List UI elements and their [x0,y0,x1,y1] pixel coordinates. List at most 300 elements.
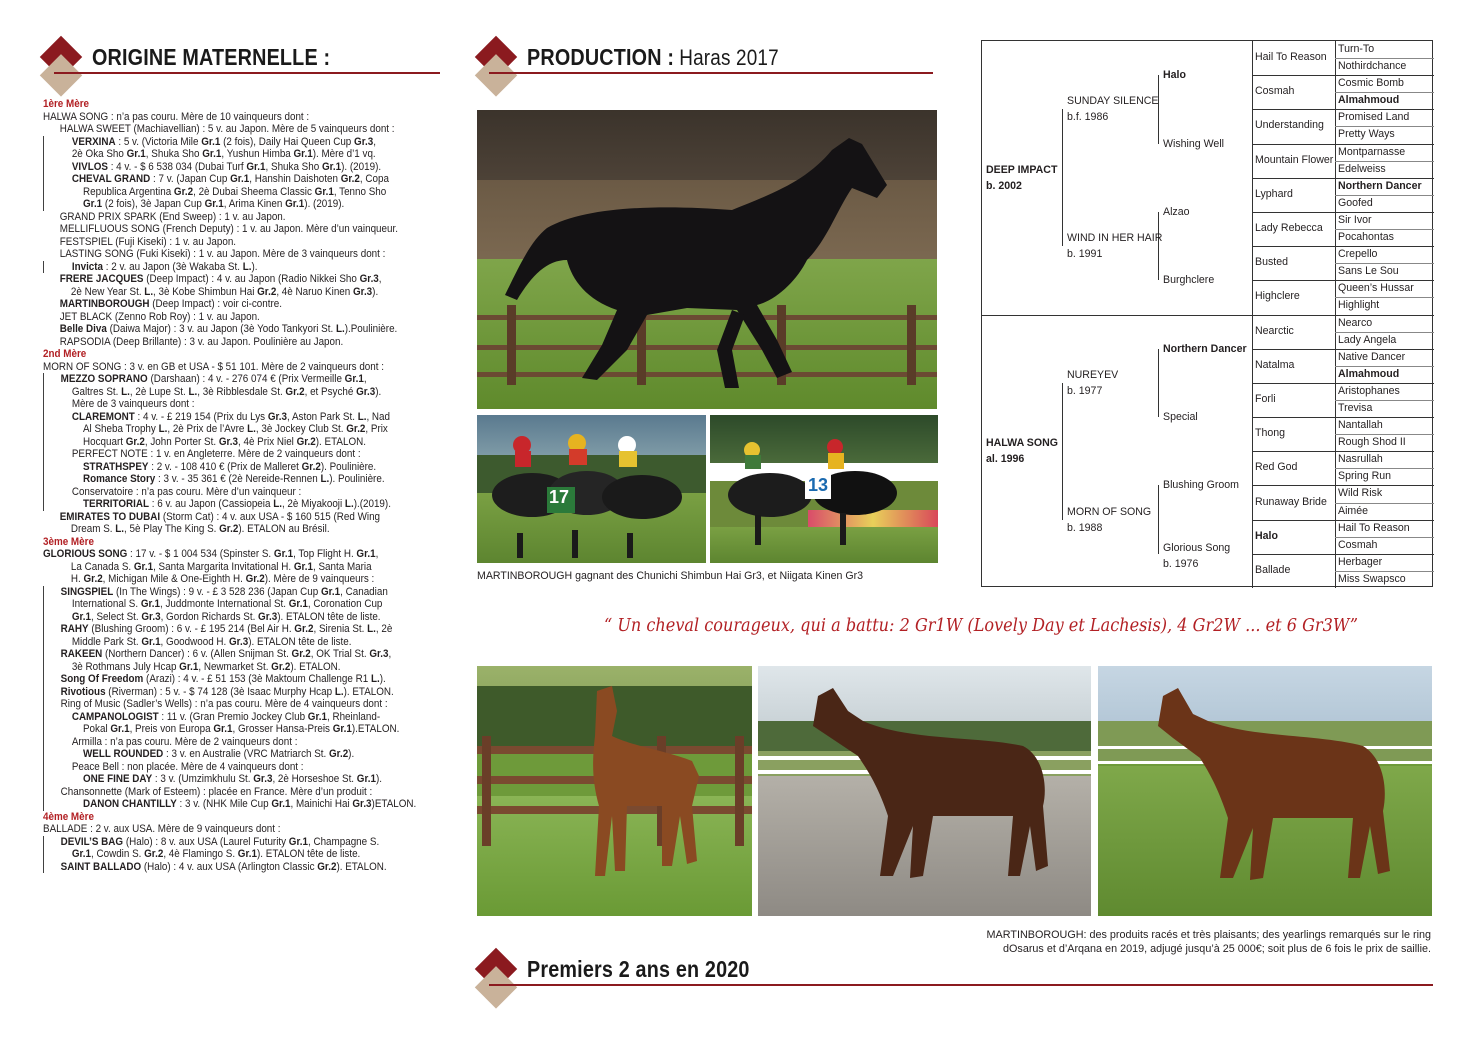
bold-text: RAKEEN [60,648,103,660]
text: Republica Argentina [82,185,174,198]
text: (2 fois), 3è Japan Cup [102,198,205,210]
pedigree-divider [1335,229,1434,230]
text: ).ETALON. [351,723,400,735]
bold-text: Belle Diva [59,323,107,335]
bold-text: Rivotious [60,685,106,698]
pedigree-ancestor: Miss Swapsco [1338,572,1406,585]
pedigree-line [43,173,415,186]
text: Hocquart [82,435,126,448]
bold-text: Gr.1 [230,173,250,185]
bold-text: VERXINA [71,135,116,148]
pedigree-line [43,648,415,661]
pedigree-ancestor: Promised Land [1338,111,1410,124]
pedigree-line [43,561,415,574]
pedigree-ancestor: Wild Risk [1338,487,1383,500]
text: , Prix [365,423,388,435]
pedigree-line [43,248,415,261]
text: : 6 v. au Japon (Cassiopeia [149,498,274,510]
text: Galtres St. [71,385,122,398]
pedigree-ancestor [1163,136,1224,152]
pedigree-line [43,123,415,136]
section-header-first-crop [475,950,1433,994]
pedigree-line [43,436,415,449]
text: ). ETALON tête de liste. [248,635,352,648]
text: : 4 v. - £ 219 154 (Prix du Lys [134,410,268,423]
pedigree-ancestor: Native Dancer [1338,350,1406,363]
pedigree-bracket [1158,349,1159,417]
text: , Cowdin S. [91,848,145,860]
text: Dream S. [70,523,116,535]
bold-text: TERRITORIAL [82,498,150,510]
bold-text: Gr.3 [253,773,273,785]
pedigree-ancestor [1163,477,1239,493]
pedigree-line [43,786,415,799]
pedigree-ancestor: Lady Rebecca [1255,222,1323,235]
pedigree-ancestor: Understanding [1255,119,1324,132]
text: , Juddmonte International St. [160,598,289,610]
text: LASTING SONG (Fuki Kiseki) : 1 v. au Japon. Mère de 3 vainqueurs dont : [59,248,386,260]
text: Middle Park St. [71,635,142,648]
pedigree-parent [986,162,1057,194]
pedigree-line [43,161,415,174]
pedigree-line [43,686,415,699]
pedigree-divider [1252,417,1434,418]
bold-text: Gr.3 [218,435,239,448]
pedigree-ancestor: Herbager [1338,555,1383,568]
pedigree-line [43,798,415,811]
race-number: 13 [808,475,829,495]
pedigree-line [43,511,415,524]
pedigree-line [43,611,415,624]
bold-text: Gr.1 [307,710,327,723]
pedigree-ancestor: Trevisa [1338,401,1373,414]
generation-heading [43,536,415,549]
pedigree-line [43,586,415,599]
text: ). ETALON tête de liste. [277,610,381,623]
bold-text: Gr.2 [340,173,360,185]
pedigree-divider [1335,58,1434,59]
bold-text: Gr.1 [213,723,233,735]
photo-race-right [710,415,938,563]
bold-text: L. [188,385,198,398]
pedigree-ancestor: Natalma [1255,358,1295,371]
pedigree-ancestor: Goofed [1338,196,1373,209]
pedigree-line [43,211,415,224]
bold-text: MARTINBOROUGH [59,298,150,310]
pedigree-line [43,198,415,211]
pedigree-divider [1335,161,1434,162]
pedigree-ancestor: Highlight [1338,299,1380,312]
pedigree-birth: b. 2002 [986,179,1022,192]
pedigree-ancestor: Nantallah [1338,419,1383,432]
bold-text: Gr.1 [271,798,291,810]
pedigree-line [43,623,415,636]
bold-text: Gr.2 [291,648,311,660]
generation-heading [43,811,415,824]
bold-text: Gr.1 [204,198,224,210]
pedigree-line [43,236,415,249]
pedigree-ancestor: Highclere [1255,290,1300,303]
bold-text: Gr.1 [293,148,313,160]
text: BALLADE : 2 v. aux USA. Mère de 9 vainqueurs dont : [43,823,281,835]
pedigree-divider [1252,212,1434,213]
pedigree-ancestor: Forli [1255,392,1276,405]
pedigree-ancestor: Queen’s Hussar [1338,282,1414,295]
bold-text: Gr.2 [329,748,349,760]
bold-text: Gr.1 [71,848,92,860]
text: : 3 v. en Australie (VRC Matriarch St. [163,748,330,760]
text: , 2è [375,623,393,635]
pedigree-name: Northern Dancer [1163,342,1247,355]
pedigree-divider [1335,263,1434,264]
pedigree-line [43,361,415,374]
bold-text: SINGSPIEL [60,585,114,598]
text: International S. [71,598,141,610]
bold-text: Gr.1 [320,585,341,598]
pedigree-name: WIND IN HER HAIR [1067,232,1163,245]
text: Peace Bell : non placée. Mère de 4 vainqueurs dont : [71,760,304,773]
bold-text: Gr.2 [294,623,314,635]
text: , Shuka Sho [265,160,322,173]
text: ). ETALON tête de liste. [256,848,361,860]
bold-text: Gr.1 [285,198,305,210]
pedigree-ancestor: Montparnasse [1338,145,1406,158]
text: , 2è Dubai Sheema Classic [193,185,315,198]
pedigree-grandparent [1067,93,1158,125]
text: , Arima Kinen [223,198,286,210]
produce-caption-line: dOsarus et d’Arqana en 2019, adjugé jusqu’à 25 000€; soit plus de 6 fois le prix de saillie. [1003,943,1431,955]
pedigree-table [981,40,1433,587]
pedigree-line [43,311,415,324]
pedigree-ancestor: Aristophanes [1338,384,1400,397]
pedigree-ancestor: Hail To Reason [1255,51,1327,64]
bold-text: Gr.2 [296,435,316,448]
text: : 2 v. - 108 410 € (Prix de Malleret [148,460,302,473]
text: , Hanshin Daishoten [249,173,341,185]
text: , Yushun Himba [221,148,294,160]
pedigree-line [43,598,415,611]
bold-text: L. [357,410,367,423]
pedigree-ancestor: Spring Run [1338,470,1391,483]
bold-text: DANON CHANTILLY [82,798,177,810]
pedigree-ancestor [1163,409,1198,425]
bold-text: Gr.3 [258,610,278,623]
pedigree-line [43,223,415,236]
bold-text: Gr.2 [271,660,291,673]
text: , Michigan Mile & One-Eighth H. [102,573,246,585]
bold-text: DEVIL’S BAG [60,835,124,848]
text: 2è New Year St. [70,285,145,298]
pedigree-ancestor: Pretty Ways [1338,128,1395,141]
pedigree-line [43,136,415,149]
text: Al Sheba Trophy [82,423,159,435]
pedigree-divider [1252,349,1434,350]
bold-text: Gr.3 [352,285,373,298]
text: , Mainichi Hai [290,798,353,810]
pedigree-divider [1335,434,1434,435]
text: (Arazi) : 4 v. - £ 51 153 (3è Maktoum Challenge R1 [143,673,371,685]
pedigree-line [43,411,415,424]
pedigree-divider [1252,315,1434,316]
text: HALWA SONG : n’a pas couru. Mère de 10 vainqueurs dont : [43,110,310,123]
bold-text: Gr.1 [110,723,130,735]
pedigree-divider [1335,400,1434,401]
text: ). ETALON. [315,435,366,448]
produce-caption-line: MARTINBOROUGH: des produits racés et très plaisants; des yearlings remarqués sur le ring [986,929,1431,941]
text: : 11 v. (Gran Premio Jockey Club [158,710,308,723]
bold-text: Gr.2 [257,285,277,298]
generation-heading [43,98,415,111]
text: , 2è Prix de l’Avre [167,423,248,435]
bold-text: L. [334,685,344,698]
pedigree-divider [1252,280,1434,281]
pedigree-line [43,773,415,786]
pedigree-ancestor: Edelweiss [1338,162,1386,175]
pedigree-divider [1335,332,1434,333]
pedigree-divider [1335,366,1434,367]
pedigree-line [43,723,415,736]
pedigree-ancestor: Mountain Flower [1255,153,1334,166]
pedigree-divider [1252,144,1434,145]
pedigree-ancestor: Nearco [1338,316,1373,329]
pedigree-divider [1335,126,1434,127]
text: , [378,273,382,285]
text: ). [348,748,355,760]
text: MORN OF SONG : 3 v. en GB et USA - $ 51 101. Mère de 2 vainqueurs dont : [43,360,384,373]
bold-text: FRERE JACQUES [59,273,144,285]
bold-text: STRATHSPEY [82,460,149,473]
pedigree-name: Wishing Well [1163,137,1225,150]
text: , 2è Lupe St. [129,385,189,398]
text: , OK Trial St. [310,648,370,660]
pedigree-ancestor: Cosmah [1255,85,1295,98]
text: PERFECT NOTE : 1 v. en Angleterre. Mère de 2 vainqueurs dont : [71,448,361,460]
pedigree-line [43,148,415,161]
pedigree-line [43,498,415,511]
maternal-line-text [43,98,415,873]
pedigree-line [43,573,415,586]
bold-text: Gr.1 [246,160,266,173]
pedigree-ancestor: Northern Dancer [1338,179,1422,192]
pedigree-line [43,398,415,411]
bold-text: Gr.3 [369,648,389,660]
bold-text: Gr.2 [346,423,366,435]
text: , 3è Ribblesdale St. [197,385,286,398]
pedigree-line [43,386,415,399]
section-title: Premiers 2 ans en 2020 [527,956,750,982]
text: : 4 v. - $ 6 538 034 (Dubai Turf [107,160,247,173]
bold-text: CHEVAL GRAND [71,173,151,185]
section-header-maternal [40,38,440,82]
pedigree-line [43,711,415,724]
pedigree-line [43,861,415,874]
bold-text: SAINT BALLADO [60,860,142,873]
text: , Canadian [340,585,388,598]
bold-text: L. [335,323,345,335]
pedigree-ancestor: Nasrullah [1338,453,1383,466]
bold-text: L. [247,423,256,435]
bold-text: Gr.1 [288,835,308,848]
pedigree-line [43,523,415,536]
text: , Goodwood H. [160,635,230,648]
text: ). [372,285,379,298]
pedigree-bracket [1062,109,1063,246]
bold-text: Gr.2 [219,523,239,535]
text: : 3 v. (NHK Mile Cup [176,798,272,810]
pedigree-name: NUREYEV [1067,368,1119,381]
bold-text: Gr.3 [356,385,376,398]
text: , Sirenia St. [313,623,368,635]
text: , Champagne S. [307,835,380,848]
pedigree-ancestor: Cosmic Bomb [1338,77,1404,90]
text: ). (2019). [304,198,345,210]
pedigree-divider [1335,195,1434,196]
text: 3ème Mère [43,535,94,548]
pedigree-divider [1252,383,1434,384]
text: (Daiwa Major) : 3 v. au Japon (3è Yodo Tankyori St. [106,323,336,335]
text: ). ETALON. [336,860,387,873]
bold-text: Gr.3 [352,798,372,810]
pedigree-ancestor [1163,204,1190,220]
bold-text: L. [344,498,354,510]
text: , Copa [359,173,389,185]
bold-text: Gr.1 [82,198,103,210]
bold-text: Gr.1 [314,185,334,198]
pedigree-line [43,673,415,686]
text: 3è Rothmans July Hcap [71,660,180,673]
pedigree-name: Special [1163,411,1198,424]
pedigree-name: Burghclere [1163,274,1215,287]
production-label: PRODUCTION : [527,44,675,70]
pedigree-birth: b. 1976 [1163,557,1199,570]
pedigree-line [43,836,415,849]
text: , 3è Jockey Club St. [255,423,347,435]
pedigree-name: Halo [1163,69,1186,82]
pedigree-birth: b. 1988 [1067,521,1103,534]
pedigree-ancestor: Lady Angela [1338,333,1397,346]
race-caption: MARTINBOROUGH gagnant des Chunichi Shimbun Hai Gr3, et Niigata Kinen Gr3 [477,570,864,582]
pedigree-line [43,698,415,711]
text: , Gordon Richards St. [160,610,259,623]
generation-heading [43,348,415,361]
bold-text: L. [121,385,130,398]
text: : 5 v. (Victoria Mile [115,135,202,148]
text: , Aston Park St. [287,410,358,423]
bold-text: Gr.3 [359,273,379,285]
bold-text: Gr.2 [285,385,305,398]
text: : 17 v. - $ 1 004 534 (Spinster S. [127,548,274,560]
text: (Deep Impact) : 4 v. au Japon (Radio Nikkei Sho [143,273,360,285]
text: , Newmarket St. [198,660,272,673]
text: H. [70,573,84,585]
text: FESTSPIEL (Fuji Kiseki) : 1 v. au Japon. [59,235,237,248]
pedigree-grandparent [1067,504,1151,536]
bold-text: Gr.2 [245,573,265,585]
text: , [375,548,379,560]
bold-text: Romance Story [82,473,156,485]
text: , Santa Margarita Invitational H. [153,560,294,573]
bold-text: VIVLOS [71,160,108,173]
bold-text: Gr.1 [133,560,154,573]
text: (Halo) : 4 v. aux USA (Arlington Classic [141,860,318,873]
pedigree-birth: b. 1977 [1067,384,1103,397]
pedigree-line [43,186,415,199]
pedigree-ancestor: Rough Shod II [1338,436,1406,449]
bold-text: L. [158,423,168,435]
pedigree-line [43,273,415,286]
pedigree-ancestor [1163,540,1230,572]
bold-text: L. [320,473,330,485]
bold-text: L. [115,523,125,535]
text: , 3è Kobe Shimbun Hai [153,285,258,298]
bold-text: Gr.2 [173,185,194,198]
text: ). ETALON. [343,685,394,698]
text: La Canada S. [70,560,134,573]
text: MELLIFLUOUS SONG (French Deputy) : 1 v. au Japon. Mère d’un vainqueur. [59,223,398,235]
text: ). [375,385,382,398]
pedigree-name: HALWA SONG [986,437,1058,450]
photo-foal [477,666,752,916]
pedigree-ancestor [1163,341,1247,357]
pedigree-line [43,473,415,486]
text: , 4è Flamingo S. [163,848,238,860]
pedigree-line [43,261,415,274]
bold-text: Gr.1 [273,548,294,560]
pedigree-ancestor: Almahmoud [1338,367,1400,380]
photo-race-left [477,415,706,563]
bold-text: ONE FINE DAY [82,773,153,785]
text: Pokal [82,723,111,735]
text: , [388,648,392,660]
bold-text: Gr.1 [321,160,342,173]
bold-text: Gr.1 [288,598,308,610]
text: , Coronation Cup [307,598,383,610]
text: Mère de 3 vainqueurs dont : [71,398,195,410]
text: (Riverman) : 5 v. - $ 74 128 (3è Isaac Murphy Hcap [105,685,335,698]
text: RAPSODIA (Deep Brillante) : 3 v. au Japon. Poulinière au Japon. [59,335,344,348]
text: ). ETALON. [290,660,341,673]
bold-text: L. [370,673,380,685]
photo-yearling-2 [1098,666,1432,916]
text: 1ère Mère [43,98,90,110]
pedigree-divider [1335,297,1434,298]
pedigree-grandparent [1067,367,1118,399]
pedigree-line [43,761,415,774]
pedigree-line [43,661,415,674]
text: : 3 v. (Umzimkhulu St. [152,773,254,785]
bold-text: Gr.1 [202,148,222,160]
photo-yearling-1 [758,666,1091,916]
text: ).Poulinière. [344,323,398,335]
pedigree-name: Alzao [1163,205,1190,218]
text: , 4è Naruo Kinen [276,285,353,298]
text: , 2è Miyakooji [281,498,345,510]
text: ). [375,773,382,785]
text: , Grosser Hansa-Preis [232,723,333,735]
text: , John Porter St. [144,435,219,448]
text: (Blushing Groom) : 6 v. - £ 195 214 (Bel Air H. [88,623,295,635]
pedigree-line [43,286,415,299]
pedigree-ancestor: Nearctic [1255,324,1294,337]
text: ). [251,260,258,273]
text: : 3 v. - 35 361 € (2è Nereide-Rennen [155,473,321,485]
text: GRAND PRIX SPARK (End Sweep) : 1 v. au Japon. [59,210,286,223]
text: ).(2019). [353,498,391,510]
pedigree-ancestor: Ballade [1255,563,1291,576]
bold-text: Gr.2 [301,460,321,473]
text: ). Poulinière. [320,460,377,473]
section-rule [489,72,933,74]
